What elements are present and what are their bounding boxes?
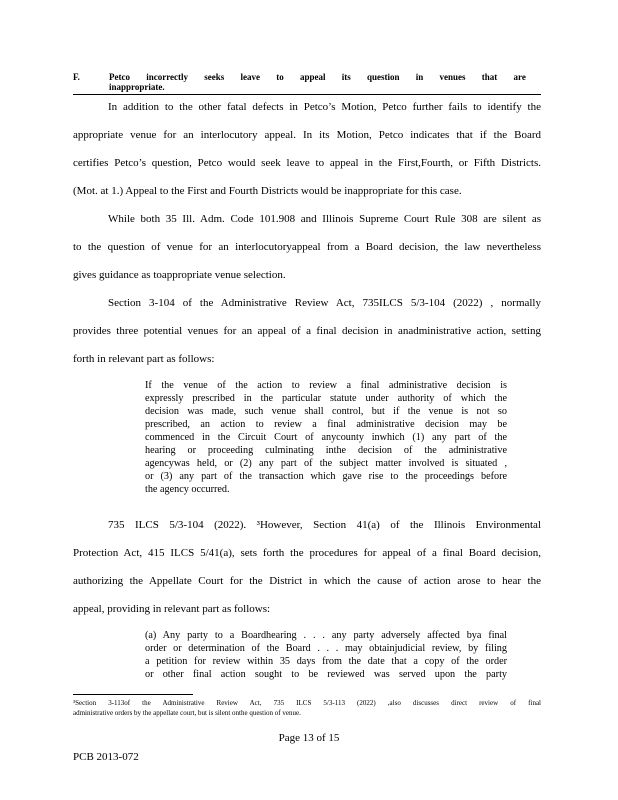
page-number: Page 13 of 15 [278,732,340,744]
block-quote-line: a petition for review within 35 days from the date that a copy of the order [145,656,507,667]
section-heading [73,72,541,95]
section-letter: F. [73,72,80,82]
block-quote-line: decision was made, such venue shall control, but if the venue is not so [145,406,507,417]
block-quote-line: (a) Any party to a Boardhearing . . . any party adversely affected bya final [145,630,507,641]
body-line: While both 35 Ill. Adm. Code 101.908 and Illinois Supreme Court Rule 308 are silent as [108,213,541,225]
footnote-line: ³Section 3-113of the Administrative Review Act, 735 ILCS 5/3-113 (2022) ,also discusses direct review of final [73,699,541,707]
body-line: forth in relevant part as follows: [73,353,215,365]
body-line: appropriate venue for an interlocutory appeal. In its Motion, Petco indicates that if the Board [73,129,541,141]
body-line: provides three potential venues for an appeal of a final decision in anadministrative action, setting [73,325,541,337]
block-quote-line: commenced in the Circuit Court of anycounty inwhich (1) any part of the [145,432,507,443]
body-line: 735 ILCS 5/3-104 (2022). ³However, Section 41(a) of the Illinois Environmental [108,519,541,531]
document-id: PCB 2013-072 [73,751,139,763]
footnote-divider [73,694,193,695]
body-line: to the question of venue for an interlocutoryappeal from a Board decision, the law nevertheless [73,241,541,253]
body-line: certifies Petco’s question, Petco would seek leave to appeal in the First,Fourth, or Fifth Districts. [73,157,541,169]
block-quote-line: the agency occurred. [145,484,230,495]
block-quote-line: or other final action sought to be reviewed was served upon the party [145,669,507,680]
block-quote-line: order or determination of the Board . . . may obtainjudicial review, by filing [145,643,507,654]
section-title: Petco incorrectly seeks leave to appeal its question in venues that are inappropriate. [109,72,526,92]
body-line: authorizing the Appellate Court for the District in which the cause of action arose to hear the [73,575,541,587]
block-quote-line: prescribed, an action to review a final administrative decision may be [145,419,507,430]
block-quote-line: or (3) any part of the transaction which gave rise to the proceedings before [145,471,507,482]
body-line: appeal, providing in relevant part as follows: [73,603,271,615]
body-line: gives guidance as toappropriate venue selection. [73,269,286,281]
block-quote-line: expressly prescribed in the particular statute under authority of which the [145,393,507,404]
block-quote-line: If the venue of the action to review a final administrative decision is [145,380,507,391]
body-line: Section 3-104 of the Administrative Review Act, 735ILCS 5/3-104 (2022) , normally [108,297,541,309]
body-line: (Mot. at 1.) Appeal to the First and Fourth Districts would be inappropriate for this case. [73,185,462,197]
body-line: In addition to the other fatal defects in Petco’s Motion, Petco further fails to identify the [108,101,541,113]
footnote-line: administrative orders by the appellate court, but is silent onthe question of venue. [73,709,301,717]
block-quote-line: hearing or proceeding culminating inthe decision of the administrative [145,445,507,456]
block-quote-line: agencywas held, or (2) any part of the subject matter involved is situated , [145,458,507,469]
body-line: Protection Act, 415 ILCS 5/41(a), sets forth the procedures for appeal of a final Board decision, [73,547,541,559]
